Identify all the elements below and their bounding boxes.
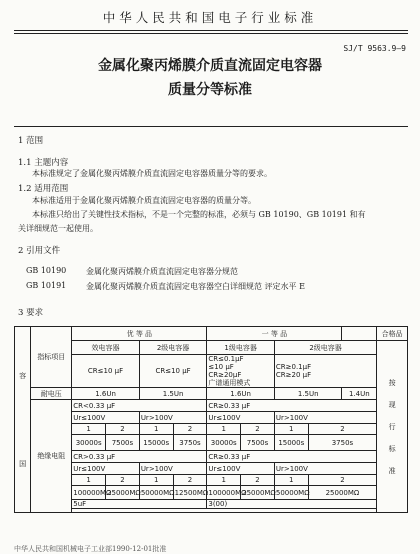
cap-range-3: CR≤0.1μF ≤10 μF CR≥20μF 广谱通用模式 bbox=[207, 355, 275, 388]
insulation-resistance-label: 绝缘电阻 bbox=[31, 400, 72, 513]
first-class2-header: 2级电容器 bbox=[274, 341, 376, 355]
header-rule-bottom bbox=[14, 33, 408, 34]
left-category-cell bbox=[15, 327, 31, 513]
class-idx-1: 1 bbox=[72, 424, 106, 435]
pass-text-5: 准 bbox=[388, 466, 396, 475]
footer-approval: 中华人民共和国机械电子工业部1990-12-01批准 bbox=[14, 545, 167, 553]
reference-2-code: GB 10191 bbox=[26, 281, 67, 290]
ir-mohm-2: 25000MΩ bbox=[106, 486, 140, 500]
cap-range-2: CR≤10 μF bbox=[139, 355, 207, 388]
class-idx-b2: 2 bbox=[106, 475, 140, 486]
class-idx-2: 2 bbox=[106, 424, 140, 435]
class-idx-b6: 2 bbox=[241, 475, 275, 486]
header-rule-top bbox=[14, 30, 408, 31]
withstand-v4: 1.5Un bbox=[274, 388, 342, 400]
cond-u8: Ur>100V bbox=[274, 463, 376, 475]
cond-u1: Ur≤100V bbox=[72, 412, 140, 424]
ir-value-4: 3750s bbox=[173, 435, 207, 451]
class-idx-8: 2 bbox=[308, 424, 377, 435]
class-idx-b4: 2 bbox=[173, 475, 207, 486]
reference-1-code: GB 10190 bbox=[26, 266, 67, 275]
withstand-v1: 1.6Un bbox=[72, 388, 140, 400]
cap-range-4: CR≥0.1μF CR≥20 μF bbox=[274, 355, 376, 388]
section-1-1-text: 本标准规定了金属化聚丙烯膜介质直流固定电容器质量分等的要求。 bbox=[32, 169, 272, 178]
section-1-1-heading: 1.1 主题内容 bbox=[18, 158, 69, 168]
class-idx-6: 2 bbox=[241, 424, 275, 435]
withstand-v2: 1.5Un bbox=[139, 388, 207, 400]
superior-grade-header: 优 等 品 bbox=[72, 327, 207, 341]
cond-cap-b: CR≥0.33 μF bbox=[207, 400, 377, 412]
first-grade-header: 一 等 品 bbox=[207, 327, 342, 341]
ir-mohm-6: 25000MΩ bbox=[241, 486, 275, 500]
class-idx-b3: 1 bbox=[139, 475, 173, 486]
class-idx-b1: 1 bbox=[72, 475, 106, 486]
document-title-line2: 质量分等标准 bbox=[168, 82, 252, 98]
cond-u3: Ur≤100V bbox=[207, 412, 275, 424]
class-idx-3: 1 bbox=[139, 424, 173, 435]
class-idx-5: 1 bbox=[207, 424, 241, 435]
pass-text-2: 现 bbox=[388, 400, 396, 409]
left-category-label-2: 国 bbox=[19, 459, 27, 468]
reference-1-title: 金属化聚丙烯膜介质直流固定电容器分规范 bbox=[86, 267, 238, 276]
title-rule bbox=[14, 126, 408, 127]
requirements-table bbox=[14, 326, 408, 513]
ir-value-2: 7500s bbox=[106, 435, 140, 451]
superior-class2-header: 2级电容器 bbox=[139, 341, 207, 355]
left-category-label: 容 bbox=[19, 371, 27, 380]
pass-grade-header: 合格品 bbox=[377, 327, 408, 341]
table-bottom-spacer bbox=[72, 509, 377, 513]
ir-value-7: 15000s bbox=[274, 435, 308, 451]
ir-mohm-1: 100000MΩ bbox=[72, 486, 106, 500]
class-idx-b8: 2 bbox=[308, 475, 377, 486]
cond-u2: Ur>100V bbox=[139, 412, 207, 424]
section-2-heading: 2 引用文件 bbox=[18, 246, 61, 256]
misc-cell-a: 5uF bbox=[72, 500, 207, 509]
class-idx-4: 2 bbox=[173, 424, 207, 435]
cond-u5: Ur≤100V bbox=[72, 463, 140, 475]
pass-text-1: 按 bbox=[388, 378, 396, 387]
section-1-2-text1: 本标准适用于金属化聚丙烯膜介质直流固定电容器的质量分等。 bbox=[32, 196, 256, 205]
ir-mohm-7: 50000MΩ bbox=[274, 486, 308, 500]
cond-cap-a: CR<0.33 μF bbox=[72, 400, 207, 412]
document-header: 中华人民共和国电子行业标准 bbox=[102, 10, 318, 25]
section-1-2-text3: 关详细规范一起使用。 bbox=[18, 224, 98, 233]
class-idx-b7: 1 bbox=[274, 475, 308, 486]
document-title-line1: 金属化聚丙烯膜介质直流固定电容器 bbox=[98, 58, 322, 74]
section-3-heading: 3 要求 bbox=[18, 308, 44, 318]
withstand-v3: 1.6Un bbox=[207, 388, 275, 400]
first-class1-header: 1级电容器 bbox=[207, 341, 275, 355]
ir-mohm-4: 12500MΩ bbox=[173, 486, 207, 500]
cond-u6: Ur>100V bbox=[139, 463, 207, 475]
cond-cap-d: CR≥0.33 μF bbox=[207, 451, 377, 463]
pass-text-4: 标 bbox=[388, 444, 396, 453]
reference-2-title: 金属化聚丙烯膜介质直流固定电容器空白详细规范 评定水平 E bbox=[86, 282, 305, 291]
section-1-2-text2: 本标准只给出了关键性技术指标，不是一个完整的标准，必须与 GB 10190、GB 10191 和有 bbox=[32, 210, 366, 219]
ir-mohm-5: 100000MΩ bbox=[207, 486, 241, 500]
cond-u4: Ur>100V bbox=[274, 412, 376, 424]
ir-value-5: 30000s bbox=[207, 435, 241, 451]
cond-u7: Ur≤100V bbox=[207, 463, 275, 475]
section-1-2-heading: 1.2 适用范围 bbox=[18, 184, 69, 194]
ir-value-3: 15000s bbox=[139, 435, 173, 451]
withstand-voltage-label: 耐电压 bbox=[31, 388, 72, 400]
spare-header-cell bbox=[342, 327, 377, 341]
ir-value-6: 7500s bbox=[241, 435, 275, 451]
cap-range-1: CR≤10 μF bbox=[72, 355, 140, 388]
withstand-v5: 1.4Un bbox=[342, 388, 377, 400]
misc-cell-b: 3(00) bbox=[207, 500, 377, 509]
class-idx-7: 1 bbox=[274, 424, 308, 435]
cond-cap-c: CR>0.33 μF bbox=[72, 451, 207, 463]
ir-mohm-8: 25000MΩ bbox=[308, 486, 377, 500]
standard-number: SJ/T 9563.9—9 bbox=[343, 44, 406, 53]
ir-mohm-3: 50000MΩ bbox=[139, 486, 173, 500]
pass-text-3: 行 bbox=[388, 422, 396, 431]
class-idx-b5: 1 bbox=[207, 475, 241, 486]
ir-value-1: 30000s bbox=[72, 435, 106, 451]
ir-value-8: 3750s bbox=[308, 435, 377, 451]
item-header-cell: 指标项目 bbox=[31, 327, 72, 388]
superior-class1-header: 效电容器 bbox=[72, 341, 140, 355]
pass-grade-column bbox=[377, 341, 408, 513]
section-1-heading: 1 范围 bbox=[18, 136, 44, 146]
